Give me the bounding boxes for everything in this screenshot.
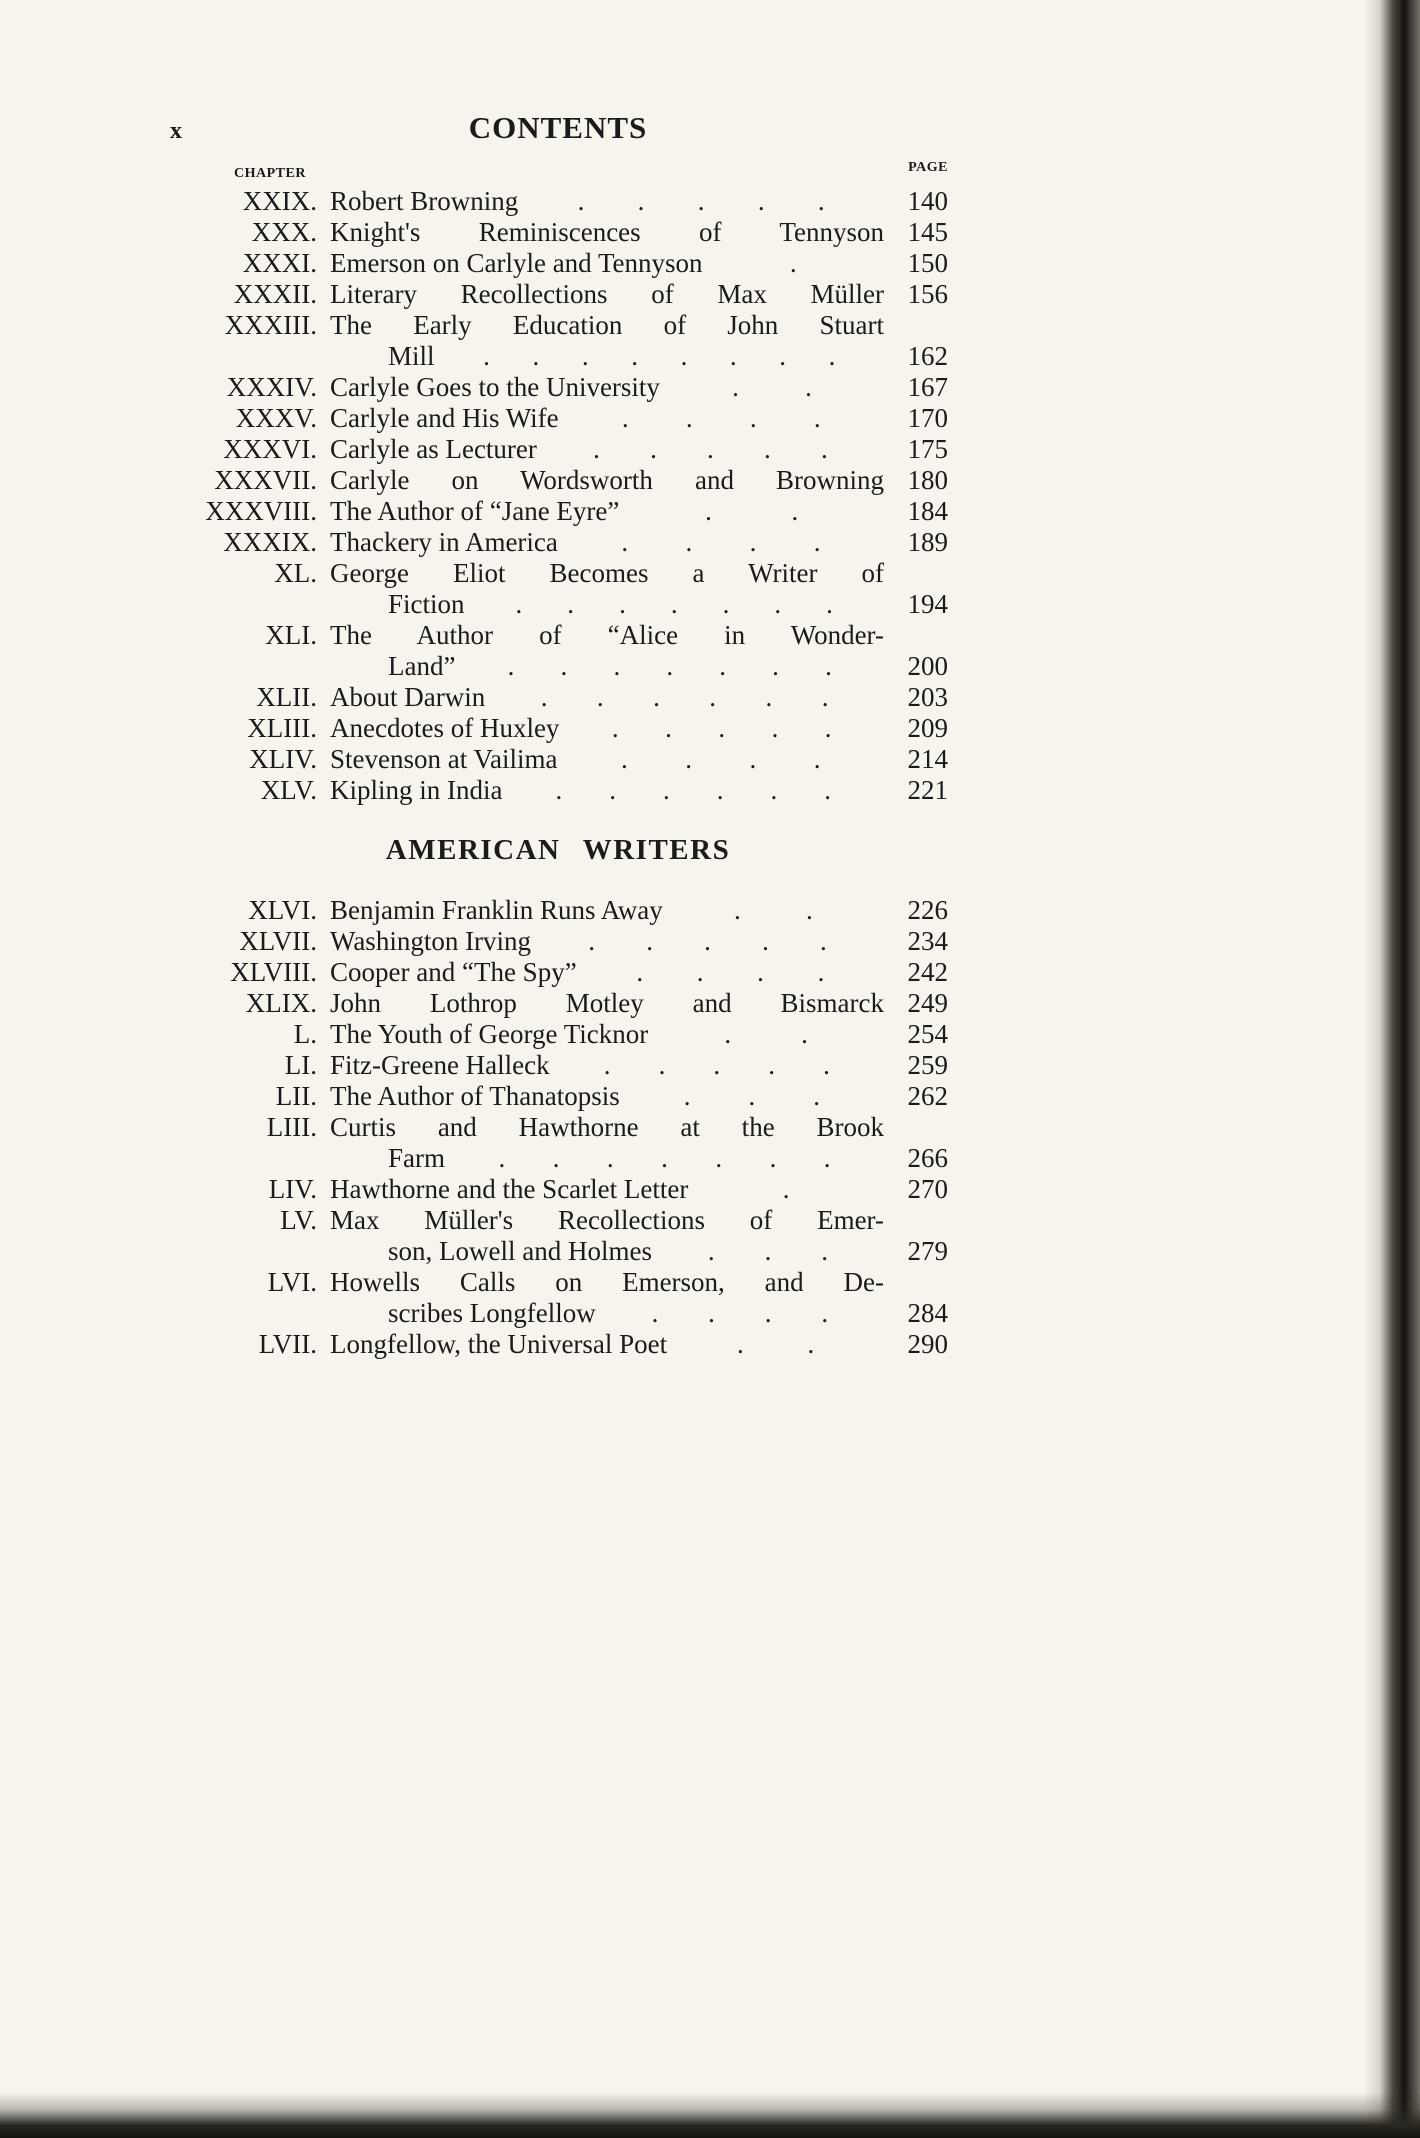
dot-leader: . . . . . [577, 186, 825, 216]
page-header [168, 110, 948, 158]
toc-line [168, 1081, 948, 1112]
page-title: CONTENTS [468, 110, 648, 145]
chapter-title: Curtis and Hawthorne at the Brook [330, 1112, 884, 1142]
page-number: 279 [907, 1236, 948, 1266]
dot-leader: . . . . [651, 1298, 829, 1328]
chapter-title: Carlyle on Wordsworth and Browning [330, 465, 884, 495]
chapter-numeral: XLVII. [239, 926, 317, 956]
toc-entry [168, 1112, 948, 1174]
chapter-numeral: XLV. [260, 775, 317, 805]
toc-line [168, 926, 948, 957]
scan-gutter-shadow [1364, 0, 1420, 2138]
toc-entry [168, 775, 948, 806]
page-number: 140 [907, 186, 948, 216]
chapter-title: Land” [388, 651, 456, 681]
toc-line [168, 988, 948, 1019]
chapter-title: John Lothrop Motley and Bismarck [330, 988, 884, 1018]
chapter-title: The Author of “Alice in Wonder- [330, 620, 884, 650]
chapter-title: The Author of Thanatopsis [330, 1081, 620, 1111]
page-number: 209 [907, 713, 948, 743]
chapter-title: Fitz-Greene Halleck [330, 1050, 550, 1080]
dot-leader: . . [732, 372, 812, 402]
page-number: 189 [907, 527, 948, 557]
page-number: 194 [907, 589, 948, 619]
chapter-numeral: XLVI. [248, 895, 317, 925]
chapter-numeral: XLIII. [247, 713, 317, 743]
toc-entry [168, 403, 948, 434]
toc-entry [168, 186, 948, 217]
toc-line [168, 651, 948, 682]
chapter-title: Kipling in India [330, 775, 503, 805]
chapter-numeral: LI. [284, 1050, 317, 1080]
page-number: 266 [907, 1143, 948, 1173]
folio-number: x [170, 118, 182, 144]
toc-line [168, 1205, 948, 1236]
toc-entry [168, 279, 948, 310]
page-number: 214 [907, 744, 948, 774]
dot-leader: . . [736, 1329, 815, 1359]
chapter-numeral: XXXV. [235, 403, 317, 433]
toc-line [168, 341, 948, 372]
section-heading: AMERICAN WRITERS [385, 834, 731, 866]
chapter-title: Farm [388, 1143, 445, 1173]
page-content [168, 110, 948, 1360]
dot-leader: . [782, 1174, 790, 1204]
dot-leader: . . . . . [593, 434, 828, 464]
dot-leader: . . . . . [603, 1050, 830, 1080]
page-number: 290 [907, 1329, 948, 1359]
chapter-numeral: XXXIII. [224, 310, 317, 340]
chapter-title: George Eliot Becomes a Writer of [330, 558, 884, 588]
toc-entry [168, 1205, 948, 1267]
chapter-numeral: XXXVI. [223, 434, 317, 464]
chapter-numeral: XXXIX. [223, 527, 317, 557]
chapter-title: Literary Recollections of Max Müller [330, 279, 884, 309]
chapter-title: Carlyle and His Wife [330, 403, 559, 433]
toc-line [168, 1174, 948, 1205]
chapter-title: Carlyle as Lecturer [330, 434, 537, 464]
chapter-numeral: XXXVII. [214, 465, 317, 495]
chapter-title: Fiction [388, 589, 465, 619]
chapter-title: About Darwin [330, 682, 486, 712]
chapter-numeral: LII. [275, 1081, 317, 1111]
dot-leader: . . . . . . . [507, 651, 832, 681]
toc-entry [168, 988, 948, 1019]
page-number: 262 [907, 1081, 948, 1111]
dot-leader: . . . . . . . [498, 1143, 831, 1173]
toc-line [168, 248, 948, 279]
chapter-numeral: LV. [280, 1205, 317, 1235]
toc-entry [168, 713, 948, 744]
toc-line [168, 372, 948, 403]
chapter-title: The Author of “Jane Eyre” [330, 496, 620, 526]
toc-line [168, 279, 948, 310]
dot-leader: . . . . . [588, 926, 827, 956]
dot-leader: . . . . . [611, 713, 832, 743]
chapter-numeral: XLIX. [245, 988, 317, 1018]
toc-entry [168, 1019, 948, 1050]
toc-entry [168, 310, 948, 372]
toc-entry [168, 217, 948, 248]
chapter-title: Howells Calls on Emerson, and De- [330, 1267, 884, 1297]
chapter-title: Hawthorne and the Scarlet Letter [330, 1174, 689, 1204]
chapter-numeral: L. [293, 1019, 317, 1049]
page-number: 150 [907, 248, 948, 278]
toc-line [168, 775, 948, 806]
chapter-numeral: XXXIV. [226, 372, 317, 402]
toc-line [168, 496, 948, 527]
chapter-numeral: XXIX. [242, 186, 317, 216]
page-number: 226 [907, 895, 948, 925]
page-number: 254 [907, 1019, 948, 1049]
chapter-title: The Youth of George Ticknor [330, 1019, 649, 1049]
toc-line [168, 1298, 948, 1329]
toc-line [168, 1267, 948, 1298]
dot-leader: . . [705, 496, 799, 526]
toc-entry [168, 957, 948, 988]
toc-entry [168, 465, 948, 496]
dot-leader: . . [734, 895, 813, 925]
chapter-numeral: XLII. [256, 682, 317, 712]
chapter-numeral: LVII. [258, 1329, 317, 1359]
chapter-numeral: XLI. [265, 620, 317, 650]
chapter-title: Max Müller's Recollections of Emer- [330, 1205, 884, 1235]
chapter-title: son, Lowell and Holmes [388, 1236, 652, 1266]
chapter-title: Longfellow, the Universal Poet [330, 1329, 668, 1359]
chapter-numeral: LIII. [266, 1112, 317, 1142]
chapter-title: Stevenson at Vailima [330, 744, 558, 774]
toc-entry [168, 527, 948, 558]
page-number: 234 [907, 926, 948, 956]
chapter-title: Carlyle Goes to the University [330, 372, 660, 402]
toc-line [168, 434, 948, 465]
toc-entry [168, 1050, 948, 1081]
chapter-title: Washington Irving [330, 926, 532, 956]
page-number: 270 [907, 1174, 948, 1204]
toc-line [168, 713, 948, 744]
toc-entry [168, 926, 948, 957]
scan-bottom-edge [0, 2092, 1420, 2138]
toc-line [168, 1112, 948, 1143]
toc-line [168, 957, 948, 988]
toc-entry [168, 372, 948, 403]
page-number: 259 [907, 1050, 948, 1080]
chapter-title: Thackery in America [330, 527, 558, 557]
toc-entry [168, 682, 948, 713]
toc-entry [168, 434, 948, 465]
toc-line [168, 1143, 948, 1174]
toc-line [168, 1236, 948, 1267]
toc-line [168, 589, 948, 620]
chapter-numeral: XLVIII. [230, 957, 317, 987]
chapter-title: Mill [388, 341, 435, 371]
toc-entry [168, 496, 948, 527]
page-number: 180 [907, 465, 948, 495]
toc-line [168, 895, 948, 926]
page-number: 284 [907, 1298, 948, 1328]
page-number: 170 [907, 403, 948, 433]
chapter-title: Cooper and “The Spy” [330, 957, 577, 987]
page-number: 242 [907, 957, 948, 987]
toc-line [168, 558, 948, 589]
toc-entry [168, 558, 948, 620]
toc-entry [168, 1329, 948, 1360]
toc-line [168, 217, 948, 248]
dot-leader: . . . . . . [555, 775, 831, 805]
toc-entry [168, 620, 948, 682]
chapter-numeral: LVI. [267, 1267, 317, 1297]
toc-entry [168, 1174, 948, 1205]
page-number: 221 [907, 775, 948, 805]
chapter-title: Knight's Reminiscences of Tennyson [330, 217, 884, 247]
page-number: 156 [907, 279, 948, 309]
toc-entry [168, 1081, 948, 1112]
toc-line [168, 186, 948, 217]
toc-line [168, 465, 948, 496]
toc-body [168, 186, 948, 1360]
chapter-numeral: XXXVIII. [205, 496, 317, 526]
chapter-title: Robert Browning [330, 186, 519, 216]
toc-entry [168, 895, 948, 926]
chapter-title: Benjamin Franklin Runs Away [330, 895, 663, 925]
chapter-title: Anecdotes of Huxley [330, 713, 560, 743]
toc-entry [168, 1267, 948, 1329]
page-number: 175 [907, 434, 948, 464]
chapter-numeral: XLIV. [249, 744, 317, 774]
toc-line [168, 744, 948, 775]
toc-entry [168, 744, 948, 775]
chapter-numeral: LIV. [268, 1174, 317, 1204]
toc-line [168, 527, 948, 558]
toc-line [168, 1050, 948, 1081]
toc-line [168, 620, 948, 651]
page-number: 184 [907, 496, 948, 526]
page-number: 249 [907, 988, 948, 1018]
chapter-numeral: XXXII. [233, 279, 317, 309]
chapter-column-label: CHAPTER [234, 166, 306, 181]
page-column-label: PAGE [908, 160, 948, 175]
dot-leader: . . . . [621, 403, 821, 433]
dot-leader: . . . . . . . [515, 589, 833, 619]
page-number: 200 [907, 651, 948, 681]
dot-leader: . . . . . . [540, 682, 829, 712]
toc-line [168, 310, 948, 341]
dot-leader: . . . . [620, 744, 821, 774]
chapter-title: The Early Education of John Stuart [330, 310, 884, 340]
page-number: 145 [907, 217, 948, 247]
chapter-title: scribes Longfellow [388, 1298, 596, 1328]
chapter-title: Emerson on Carlyle and Tennyson [330, 248, 703, 278]
dot-leader: . . . . [636, 957, 825, 987]
chapter-numeral: XL. [274, 558, 317, 588]
page-number: 203 [907, 682, 948, 712]
chapter-numeral: XXXI. [242, 248, 317, 278]
dot-leader: . . . . [621, 527, 821, 557]
dot-leader: . . . [683, 1081, 820, 1111]
toc-line [168, 403, 948, 434]
toc-entry [168, 248, 948, 279]
dot-leader: . . . . . . . . [483, 341, 836, 371]
page-number: 162 [907, 341, 948, 371]
page-number: 167 [907, 372, 948, 402]
chapter-numeral: XXX. [251, 217, 317, 247]
column-labels [168, 160, 948, 186]
toc-line [168, 1329, 948, 1360]
dot-leader: . . . [707, 1236, 829, 1266]
dot-leader: . [789, 248, 797, 278]
toc-line [168, 682, 948, 713]
dot-leader: . . [724, 1019, 808, 1049]
toc-line [168, 1019, 948, 1050]
